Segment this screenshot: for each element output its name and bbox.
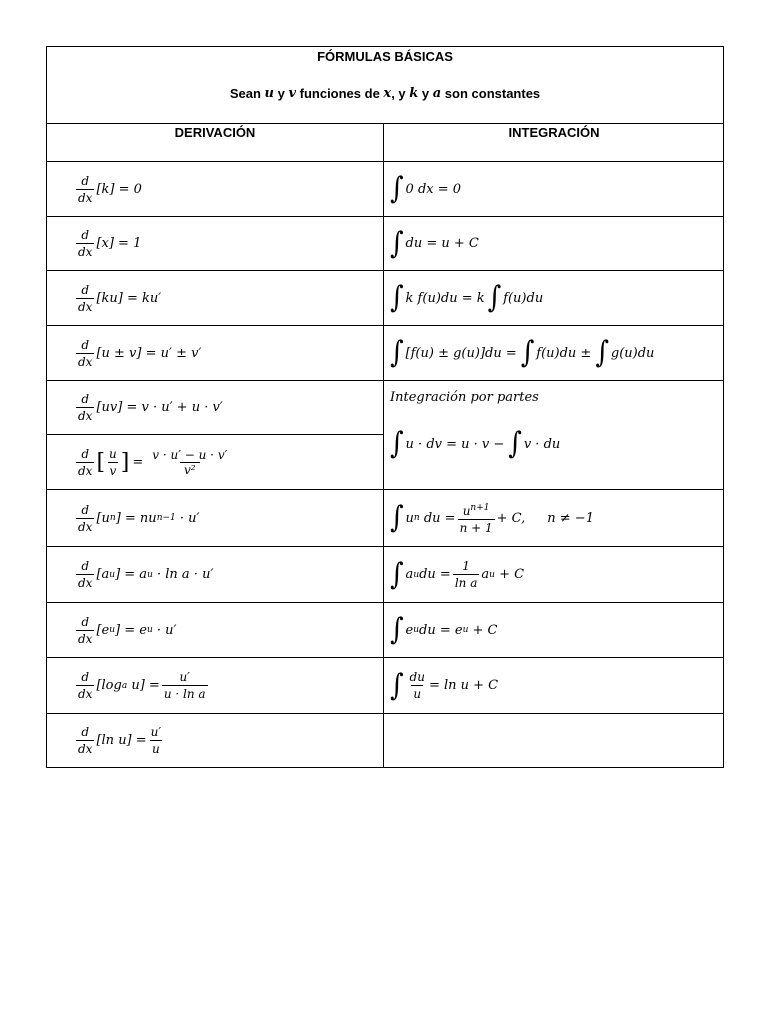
formula-text: u · dv = u · v − <box>405 436 505 452</box>
fraction-numerator: u <box>462 504 471 518</box>
integral-sign: ∫ <box>390 557 404 592</box>
formula-text: ] = a <box>115 567 148 582</box>
exponent: u <box>462 625 469 635</box>
fraction-numerator: du <box>409 670 425 684</box>
ln-derivative-fraction <box>149 725 163 756</box>
fraction-denominator: dx <box>78 245 93 259</box>
formula-text: du = <box>419 510 456 526</box>
log-derivative-fraction <box>162 670 208 701</box>
table-border-top <box>46 46 724 47</box>
fraction-denominator: ln a <box>454 576 478 590</box>
exponent: u <box>413 625 420 635</box>
subtitle-text: y <box>418 86 433 101</box>
integral-sign: ∫ <box>390 335 404 371</box>
table-border-bottom <box>46 767 724 768</box>
d-dx-fraction <box>76 615 94 646</box>
exponent: n−1 <box>156 513 176 523</box>
integral-sign: ∫ <box>390 171 404 207</box>
fraction-denominator: dx <box>78 742 93 756</box>
fraction-numerator: 1 <box>462 559 470 573</box>
formula-text: f(u)du ± <box>536 345 592 361</box>
deriv-formula-exponential-e <box>74 603 176 657</box>
fraction-numerator: d <box>81 670 90 684</box>
formula-text: Integración por partes <box>390 389 539 405</box>
exponent: n+1 <box>470 503 490 513</box>
formula-text: e <box>405 622 414 638</box>
formula-text: a <box>481 567 490 582</box>
integ-formula-sum <box>390 326 654 380</box>
formula-text: [u ± v] = u′ ± v′ <box>96 345 202 361</box>
formula-text: = ln u + C <box>428 678 499 693</box>
formula-text: [e <box>96 622 110 638</box>
formula-text: [ku] = ku′ <box>96 290 162 306</box>
integ-formula-power <box>390 490 594 546</box>
fraction-denominator: dx <box>78 631 93 646</box>
log-base: a <box>121 680 128 691</box>
fraction-numerator: d <box>81 725 90 739</box>
fraction-numerator: d <box>81 446 90 461</box>
d-dx-fraction <box>76 503 94 534</box>
subtitle-var-a: a <box>432 86 442 101</box>
subtitle-text: Sean <box>229 86 265 101</box>
integral-sign: ∫ <box>390 612 404 648</box>
fraction-denominator: u <box>152 742 160 756</box>
deriv-formula-product <box>74 381 223 434</box>
d-dx-fraction <box>76 670 94 701</box>
exponent: u <box>109 625 116 635</box>
row-line <box>46 161 724 162</box>
row-line <box>46 123 724 124</box>
d-dx-fraction <box>76 725 94 756</box>
formula-text: · ln a · u′ <box>152 567 214 582</box>
formula-text: · u′ <box>175 510 200 526</box>
integral-sign: ∫ <box>487 280 502 316</box>
fraction-denominator: dx <box>78 519 93 534</box>
formula-text: 0 dx = 0 <box>405 181 462 197</box>
integral-sign: ∫ <box>390 426 404 462</box>
deriv-formula-sum <box>74 326 201 380</box>
deriv-formula-exponential-a <box>74 547 213 602</box>
table-border-left <box>46 46 47 768</box>
exponent: u <box>413 569 420 580</box>
integral-sign: ∫ <box>390 226 404 261</box>
integ-formula-ln <box>390 658 498 713</box>
formula-text: ] = e <box>115 622 147 638</box>
fraction-numerator: d <box>81 614 90 629</box>
fraction-denominator: v² <box>180 462 200 477</box>
exponent: u <box>146 625 153 635</box>
formula-text: · u′ <box>152 622 177 638</box>
fraction-numerator: d <box>81 228 90 242</box>
deriv-formula-constant <box>74 162 142 216</box>
page-title: FÓRMULAS BÁSICAS <box>317 49 453 64</box>
column-header-derivation: DERIVACIÓN <box>174 125 256 140</box>
d-dx-fraction <box>76 338 94 369</box>
table-border-right <box>723 46 724 768</box>
fraction-denominator: dx <box>78 687 93 701</box>
exponent: u <box>109 569 116 580</box>
fraction-denominator: dx <box>78 354 93 369</box>
page-subtitle <box>46 86 724 101</box>
deriv-formula-ln <box>74 714 165 767</box>
formula-text: g(u)du <box>610 345 655 361</box>
deriv-formula-power <box>74 490 200 546</box>
fraction-denominator: n + 1 <box>459 521 493 535</box>
fraction-numerator: d <box>81 282 90 297</box>
subtitle-text: y <box>273 86 289 101</box>
integ-formula-exponential-a <box>390 547 524 602</box>
formula-text: v · du <box>523 436 561 452</box>
fraction-numerator: d <box>81 392 90 406</box>
row-line <box>46 216 724 217</box>
deriv-formula-ku <box>74 271 161 325</box>
exponent: n <box>413 513 420 523</box>
formula-text: [ln u] = <box>96 733 147 748</box>
formula-text: u] = <box>127 678 160 693</box>
deriv-formula-log-a <box>74 658 210 713</box>
fraction-numerator: d <box>81 337 90 352</box>
fraction-denominator: u · ln a <box>163 687 206 701</box>
column-divider <box>383 123 384 768</box>
power-rule-fraction <box>458 501 495 535</box>
integration-by-parts-title <box>390 386 539 408</box>
formula-text: k f(u)du = k <box>405 290 485 306</box>
fraction-numerator: d <box>81 502 90 517</box>
formula-text: du = <box>419 567 451 582</box>
u-over-v-fraction <box>107 447 119 478</box>
formula-text: ] = nu <box>115 510 157 526</box>
d-dx-fraction <box>76 174 94 205</box>
integ-formula-du <box>390 217 479 270</box>
exponent: u <box>147 569 153 580</box>
integral-sign: ∫ <box>508 426 522 462</box>
integral-sign: ∫ <box>520 335 535 371</box>
d-dx-fraction <box>76 447 94 478</box>
subtitle-text: , y <box>391 86 410 101</box>
fraction-denominator: u <box>413 687 422 701</box>
subtitle-text: funciones de <box>296 86 384 101</box>
subtitle-var-v: v <box>288 86 297 101</box>
deriv-formula-x <box>74 217 141 270</box>
formula-text: [u <box>96 510 110 526</box>
formula-condition: n ≠ −1 <box>547 510 594 526</box>
formula-text: [a <box>96 567 110 582</box>
formula-text: du = u + C <box>405 236 479 251</box>
fraction-denominator: dx <box>78 576 93 590</box>
d-dx-fraction <box>76 392 94 423</box>
d-dx-fraction <box>76 559 94 590</box>
subtitle-var-x: x <box>383 86 392 101</box>
integ-formula-constant-multiple <box>390 271 543 325</box>
formula-text: [uv] = v · u′ + u · v′ <box>96 400 223 415</box>
fraction-numerator: v · u′ − u · v′ <box>152 447 228 462</box>
formula-text: + C <box>468 622 498 638</box>
integral-sign: ∫ <box>390 280 404 316</box>
column-header-integration: INTEGRACIÓN <box>508 125 600 140</box>
fraction-denominator: dx <box>78 409 93 423</box>
formula-text: du = e <box>419 622 463 638</box>
fraction-numerator: u <box>109 446 117 461</box>
formula-text: f(u)du <box>503 290 544 306</box>
formula-text: [f(u) ± g(u)]du = <box>405 345 517 361</box>
formula-text: [log <box>96 678 122 693</box>
formula-text: u <box>405 510 414 526</box>
fraction-denominator: dx <box>78 299 93 314</box>
subtitle-var-u: u <box>264 86 274 101</box>
fraction-denominator: dx <box>78 190 93 205</box>
fraction-numerator: u′ <box>179 670 190 684</box>
formula-text: a <box>405 567 414 582</box>
subtitle-text: son constantes <box>441 86 541 101</box>
deriv-formula-quotient: $\frac{d}{dx}$ [ $\frac{u}{v}$ ] = $\frac{v \cdot u' - u \cdot v'}{\text{v²}}$ <box>74 435 233 489</box>
integ-formula-by-parts <box>390 418 560 470</box>
fraction-numerator: d <box>81 173 90 188</box>
d-dx-fraction <box>76 228 94 259</box>
fraction-denominator: dx <box>78 463 93 478</box>
du-over-u-fraction <box>408 670 427 701</box>
formula-text: + C, <box>496 510 526 526</box>
d-dx-fraction <box>76 283 94 314</box>
formula-text: [x] = 1 <box>96 236 142 251</box>
fraction-numerator: d <box>81 559 90 573</box>
exponent: n <box>109 513 116 523</box>
integral-sign: ∫ <box>390 668 404 703</box>
formula-text: [k] = 0 <box>96 181 142 197</box>
exponential-fraction <box>453 559 480 590</box>
exponent: u <box>489 569 495 580</box>
quotient-fraction <box>148 448 231 477</box>
formula-text: = <box>132 454 144 470</box>
subtitle-var-k: k <box>409 86 419 101</box>
integral-sign: ∫ <box>595 335 609 371</box>
integ-formula-zero <box>390 162 461 216</box>
integral-sign: ∫ <box>390 500 404 536</box>
integ-formula-exponential-e <box>390 603 498 657</box>
fraction-numerator: u′ <box>150 725 162 739</box>
fraction-denominator: v <box>109 463 117 478</box>
formula-text: + C <box>494 567 525 582</box>
